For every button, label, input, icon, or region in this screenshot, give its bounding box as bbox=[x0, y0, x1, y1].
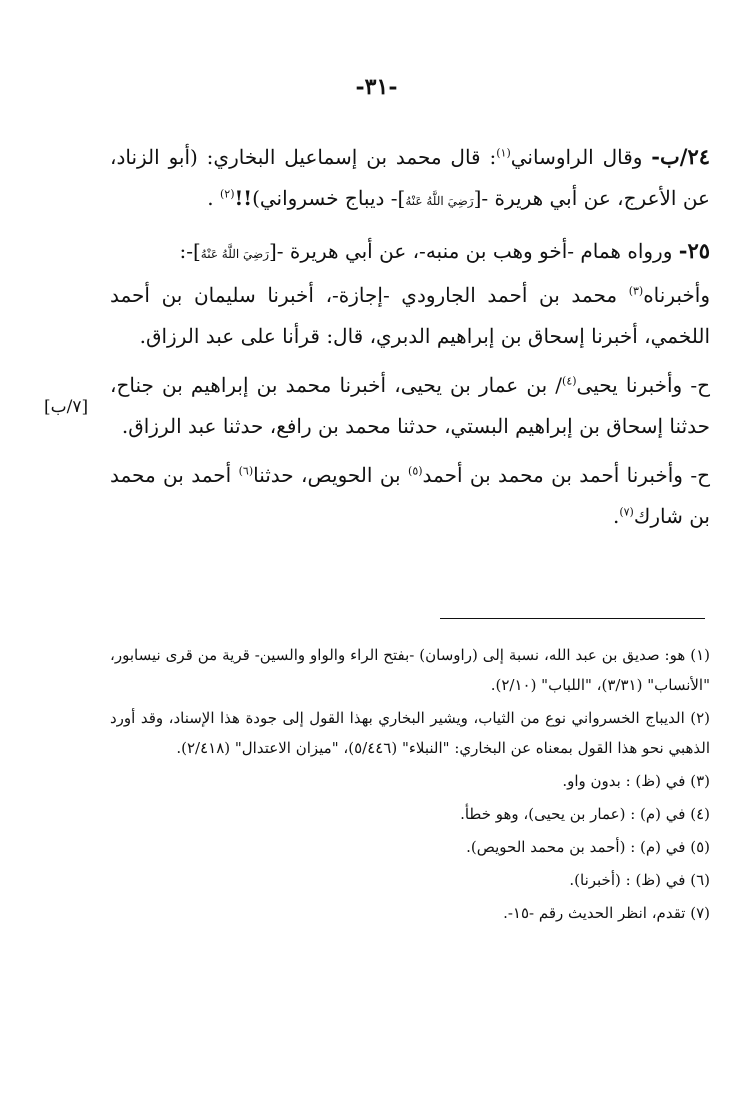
paragraph-text: أحمد بن محمد بن شارك bbox=[110, 463, 710, 528]
paragraph-text: بن الحويص، حدثنا bbox=[253, 463, 409, 487]
honorific-phrase: رَضِيَ اللَّهُ عَنْهُ bbox=[405, 194, 474, 208]
footnote-ref: (٦) bbox=[238, 464, 254, 478]
paragraph-text: / بن عمار بن يحيى، أخبرنا محمد بن إبراهيم بن جناح، حدثنا إسحاق بن إبراهيم البستي، حدثنا محمد بن رافع، حدثنا عبد الرزاق. bbox=[110, 373, 710, 438]
paragraph-text: ح- وأخبرنا يحيى bbox=[576, 373, 710, 397]
hadith-number: ٢٤/ب- bbox=[651, 144, 711, 169]
footnote-divider bbox=[440, 618, 705, 619]
footnote-2: (٢) الديباج الخسرواني نوع من الثياب، ويشير البخاري بهذا القول إلى جودة هذا الإسناد، وقد أورد الذهبي نحو هذا القول بمعناه عن البخاري: "النبلاء" (٥/٤٤٦)، "ميزان الاعتدال" (٢/٤١٨). bbox=[110, 709, 710, 757]
paragraph-text: وقال الراوساني bbox=[510, 145, 652, 169]
footnote-6: (٦) في (ظ) : (أخبرنا). bbox=[569, 871, 710, 889]
paragraph-text: وأخبرناه bbox=[643, 283, 710, 307]
paragraph-text: ورواه همام -أخو وهب بن منبه-، عن أبي هريرة -[ bbox=[269, 239, 679, 263]
paragraph-26 bbox=[110, 365, 710, 447]
footnote-ref: (٧) bbox=[619, 505, 634, 519]
footnote-4: (٤) في (م) : (عمار بن يحيى)، وهو خطأ. bbox=[460, 805, 710, 823]
main-text bbox=[110, 136, 710, 545]
hadith-number: ٢٥- bbox=[678, 238, 710, 263]
footnote-ref: (٢) bbox=[219, 187, 235, 201]
honorific-phrase: رَضِيَ اللَّهُ عَنْهُ bbox=[200, 247, 269, 261]
exclamation: !! bbox=[234, 186, 253, 210]
manuscript-folio-marker: [٧/ب] bbox=[44, 397, 89, 417]
paragraph-text: ]- ديباج خسرواني) bbox=[252, 186, 406, 210]
paragraph-text: . bbox=[612, 504, 620, 528]
paragraph-25-chain bbox=[110, 275, 710, 357]
footnotes bbox=[110, 640, 710, 931]
footnote-5: (٥) في (م) : (أحمد بن محمد الحويص). bbox=[466, 838, 710, 856]
footnote-ref: (١) bbox=[496, 146, 511, 160]
footnote-3: (٣) في (ظ) : بدون واو. bbox=[562, 772, 710, 790]
paragraph-text: ح- وأخبرنا أحمد بن محمد بن أحمد bbox=[422, 463, 710, 487]
paragraph-text: . bbox=[207, 186, 220, 210]
paragraph-24 bbox=[110, 136, 710, 222]
footnote-1: (١) هو: صديق بن عبد الله، نسبة إلى (راوسان) -بفتح الراء والواو والسين- قرية من قرى نيسابور، "الأنساب" (٣/٣١)، "اللباب" (٢/١٠). bbox=[110, 646, 710, 694]
footnote-ref: (٤) bbox=[562, 374, 577, 388]
page-number: -٣١- bbox=[355, 74, 398, 100]
paragraph-text: : قال محمد بن إسماعيل البخاري: (أبو الزناد، عن الأعرج، عن أبي هريرة -[ bbox=[110, 145, 710, 210]
footnote-ref: (٣) bbox=[628, 284, 644, 298]
paragraph-text: ]-: bbox=[179, 239, 201, 263]
paragraph-25 bbox=[110, 230, 710, 275]
footnote-ref: (٥) bbox=[408, 464, 423, 478]
footnote-7: (٧) تقدم، انظر الحديث رقم -١٥-. bbox=[503, 904, 710, 922]
paragraph-27 bbox=[110, 455, 710, 537]
paragraph-text: محمد بن أحمد الجارودي -إجازة-، أخبرنا سليمان بن أحمد اللخمي، أخبرنا إسحاق بن إبراهيم الدبري، قال: قرأنا على عبد الرزاق. bbox=[110, 283, 710, 348]
